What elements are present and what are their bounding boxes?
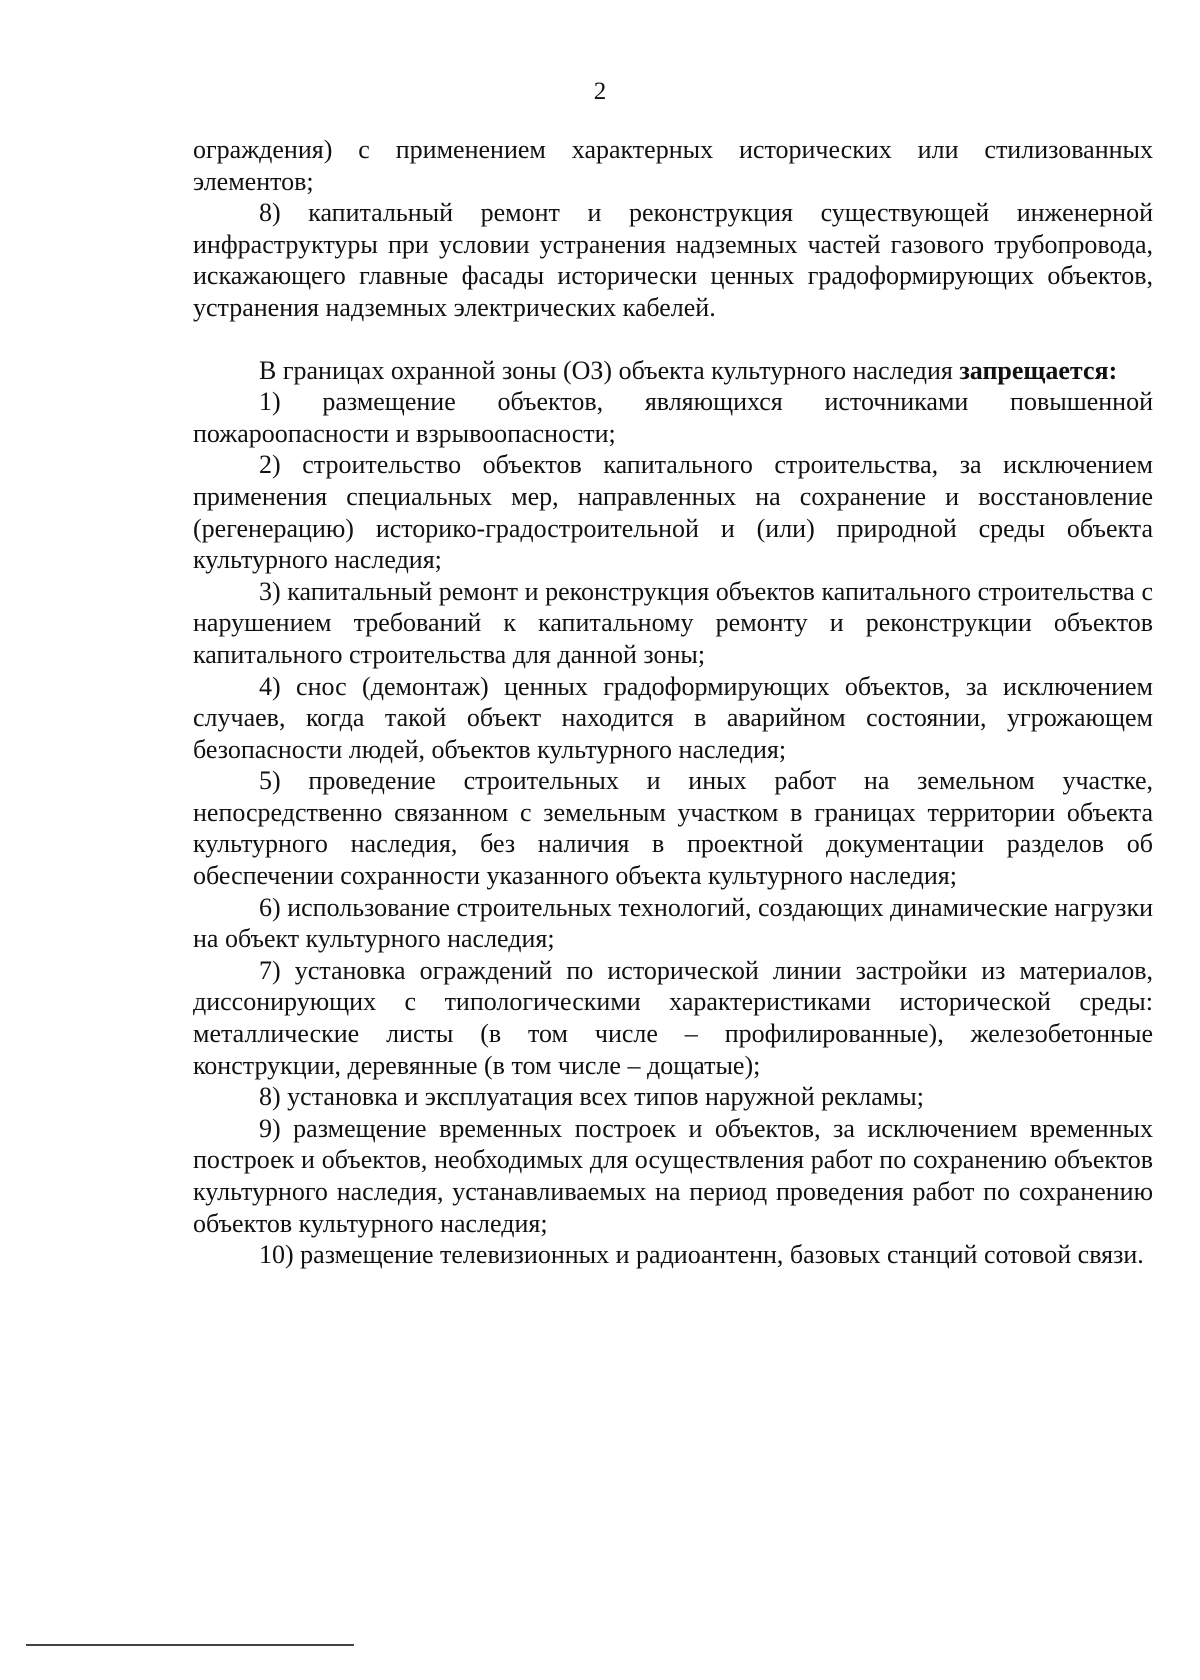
list-item-4: 4) снос (демонтаж) ценных градоформирующих объектов, за исключением случаев, когда такой объект находится в аварийном состоянии, угрожающем безопасности людей, объектов культурного наследия; bbox=[193, 671, 1153, 764]
list-item-3: 3) капитальный ремонт и реконструкция объектов капитального строительства с нарушением требований к капитальному ремонту и реконструкции объектов капитального строительства для данной зоны; bbox=[193, 576, 1153, 669]
paragraph-item-8-preceding: 8) капитальный ремонт и реконструкция существующей инженерной инфраструктуры при условии устранения надземных частей газового трубопровода, искажающего главные фасады исторически ценных градоформирующих объектов, устранения надземных электрических кабелей. bbox=[193, 198, 1153, 322]
page-number: 2 bbox=[593, 78, 607, 105]
continuation-paragraph: ограждения) с применением характерных исторических или стилизованных элементов; bbox=[193, 135, 1153, 196]
list-item-1: 1) размещение объектов, являющихся источниками повышенной пожароопасности и взрывоопасности; bbox=[193, 387, 1153, 448]
document-body bbox=[193, 134, 1153, 1271]
intro-bold-text: запрещается: bbox=[959, 355, 1118, 385]
intro-text: В границах охранной зоны (ОЗ) объекта культурного наследия bbox=[259, 355, 953, 385]
list-item-7: 7) установка ограждений по исторической линии застройки из материалов, диссонирующих с типологическими характеристиками исторической среды: металлические листы (в том числе – профилированные), железобетонные конструкции, деревянные (в том числе – дощатые); bbox=[193, 955, 1153, 1080]
list-item-9: 9) размещение временных построек и объектов, за исключением временных построек и объектов, необходимых для осуществления работ по сохранению объектов культурного наследия, устанавливаемых на период проведения работ по сохранению объектов культурного наследия; bbox=[193, 1113, 1153, 1238]
list-item-2: 2) строительство объектов капитального строительства, за исключением применения специальных мер, направленных на сохранение и восстановление (регенерацию) историко-градостроительной и (или) природной среды объекта культурного наследия; bbox=[193, 450, 1153, 575]
footer-rule-divider bbox=[26, 1644, 354, 1646]
list-item-6: 6) использование строительных технологий, создающих динамические нагрузки на объект культурного наследия; bbox=[193, 892, 1153, 954]
list-item-8: 8) установка и эксплуатация всех типов наружной рекламы; bbox=[259, 1082, 924, 1112]
list-item-10: 10) размещение телевизионных и радиоантенн, базовых станций сотовой связи. bbox=[259, 1240, 1144, 1270]
intro-paragraph bbox=[193, 355, 1153, 387]
list-item-5: 5) проведение строительных и иных работ на земельном участке, непосредственно связанном с земельным участком в границах территории объекта культурного наследия, без наличия в проектной документации разделов об обеспечении сохранности указанного объекта культурного наследия; bbox=[193, 766, 1153, 891]
